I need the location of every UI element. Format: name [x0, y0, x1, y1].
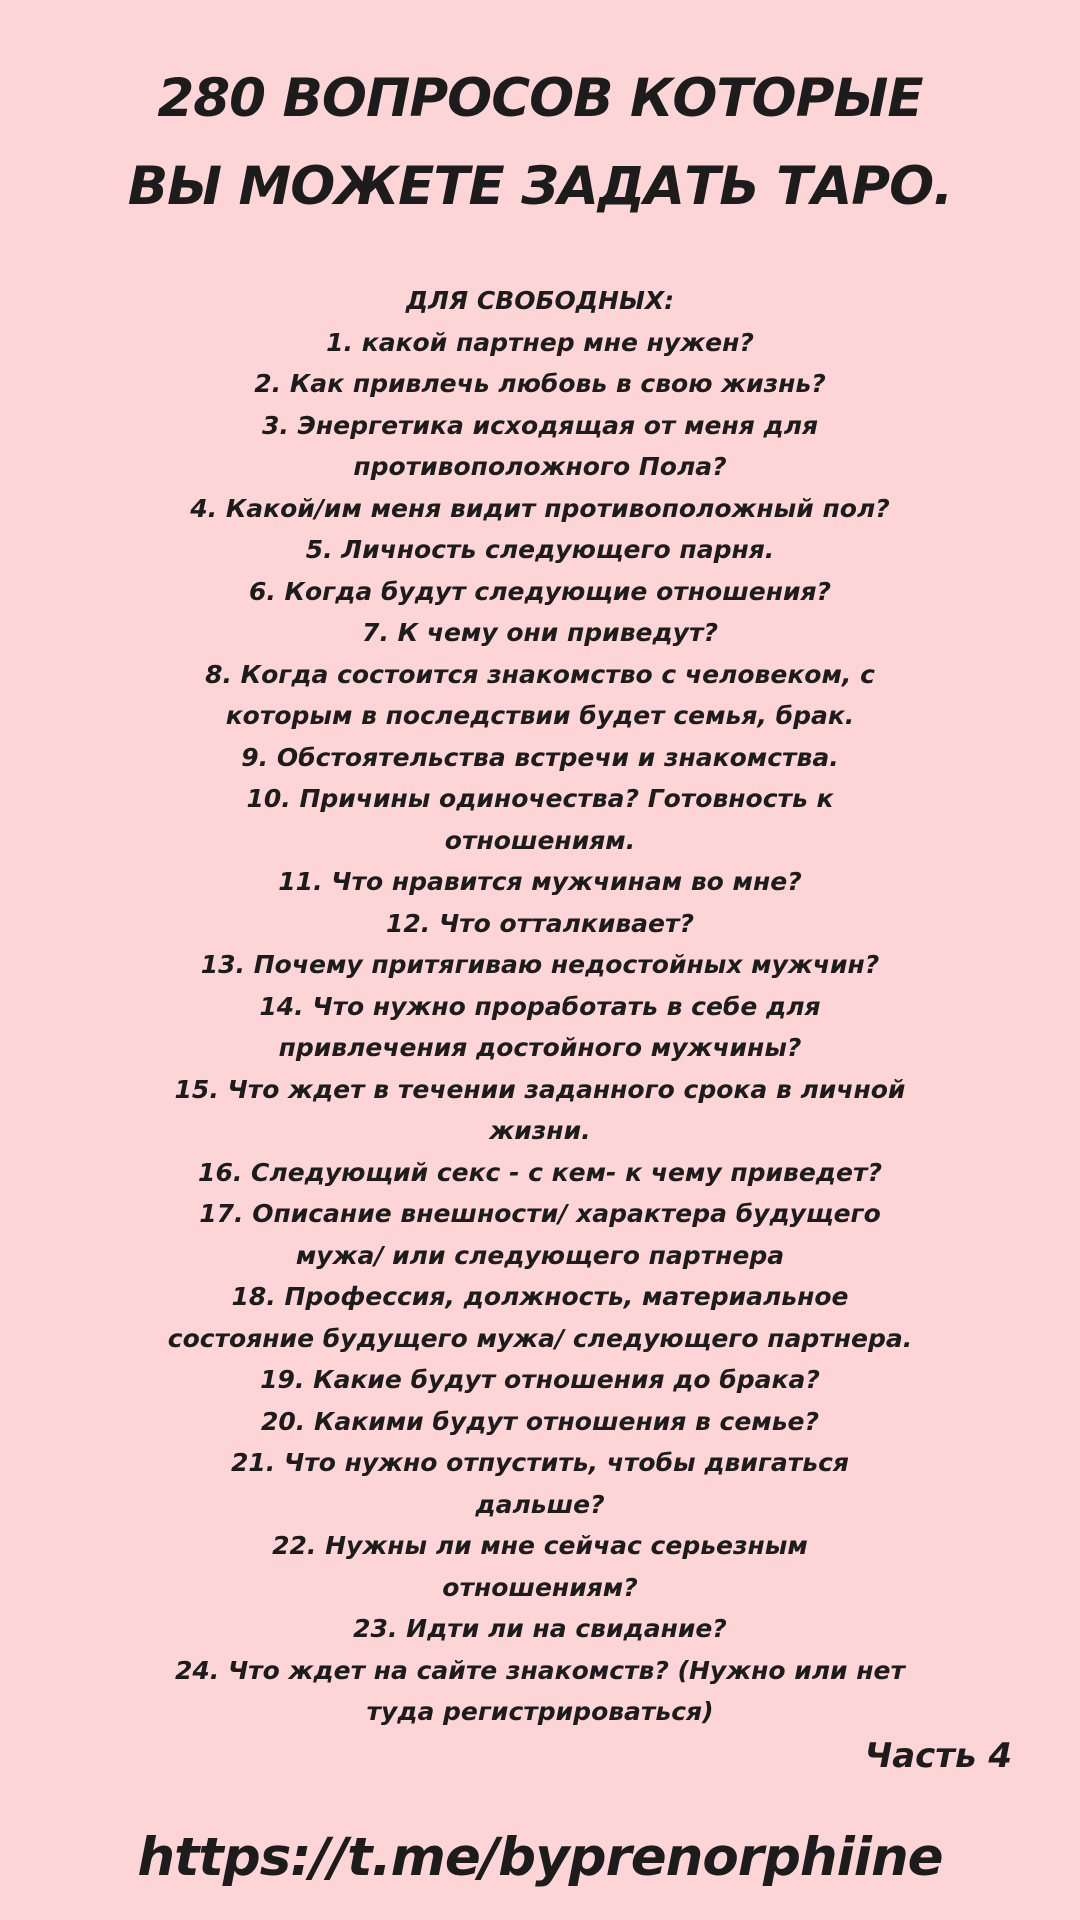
list-line: 1. какой партнер мне нужен? [326, 327, 754, 357]
list-line: 7. К чему они приведут? [362, 618, 718, 647]
title-line: ВЫ МОЖЕТЕ ЗАДАТЬ ТАРО. [127, 156, 953, 217]
list-line: 4. Какой/им меня видит противоположный пол? [190, 493, 890, 523]
list-line: 6. Когда будут следующие отношения? [248, 576, 832, 606]
list-line: привлечения достойного мужчины? [278, 1033, 802, 1062]
question-list [60, 280, 1020, 1733]
list-line: состояние будущего мужа/ следующего партнера. [167, 1323, 913, 1353]
title-line: 280 ВОПРОСОВ КОТОРЫЕ [157, 68, 923, 129]
list-line: 23. Идти ли на свидание? [353, 1614, 727, 1643]
list-line: 9. Обстоятельства встречи и знакомства. [241, 742, 839, 772]
list-line: 12. Что отталкивает? [385, 908, 695, 938]
list-line: 13. Почему притягиваю недостойных мужчин? [200, 950, 880, 979]
list-line: отношениям? [442, 1572, 638, 1602]
section-heading: ДЛЯ СВОБОДНЫХ: [405, 286, 675, 315]
list-line: туда регистрироваться) [366, 1697, 714, 1726]
list-line: 20. Какими будут отношения в семье? [260, 1406, 820, 1436]
list-line: 2. Как привлечь любовь в свою жизнь? [254, 369, 826, 398]
list-line: противоположного Пола? [353, 452, 727, 481]
list-line: 24. Что ждет на сайте знакомств? (Нужно или нет [174, 1655, 905, 1685]
list-line: 16. Следующий секс - с кем- к чему приведет? [198, 1157, 882, 1187]
list-line: 11. Что нравится мужчинам во мне? [278, 867, 802, 896]
part-label: Часть 4 [864, 1736, 1012, 1776]
list-line: 8. Когда состоится знакомство с человеком, с [205, 659, 875, 689]
list-line: 18. Профессия, должность, материальное [231, 1282, 849, 1311]
list-line: 17. Описание внешности/ характера будущего [199, 1199, 881, 1228]
list-line: отношениям. [444, 825, 636, 855]
list-line: дальше? [475, 1489, 605, 1519]
telegram-link: https://t.me/byprenorphiine [137, 1827, 943, 1888]
list-line: 3. Энергетика исходящая от меня для [261, 410, 819, 440]
list-line: которым в последствии будет семья, брак. [225, 701, 855, 730]
page-title [0, 55, 1080, 231]
list-line: жизни. [489, 1116, 591, 1145]
list-line: 14. Что нужно проработать в себе для [259, 991, 821, 1021]
list-line: 19. Какие будут отношения до брака? [260, 1365, 820, 1394]
list-line: 15. Что ждет в течении заданного срока в личной [174, 1074, 906, 1104]
list-line: 10. Причины одиночества? Готовность к [246, 784, 834, 813]
list-line: 5. Личность следующего парня. [305, 535, 775, 564]
list-line: 22. Нужны ли мне сейчас серьезным [272, 1531, 808, 1560]
list-line: 21. Что нужно отпустить, чтобы двигаться [231, 1448, 849, 1477]
list-line: мужа/ или следующего партнера [295, 1240, 785, 1270]
